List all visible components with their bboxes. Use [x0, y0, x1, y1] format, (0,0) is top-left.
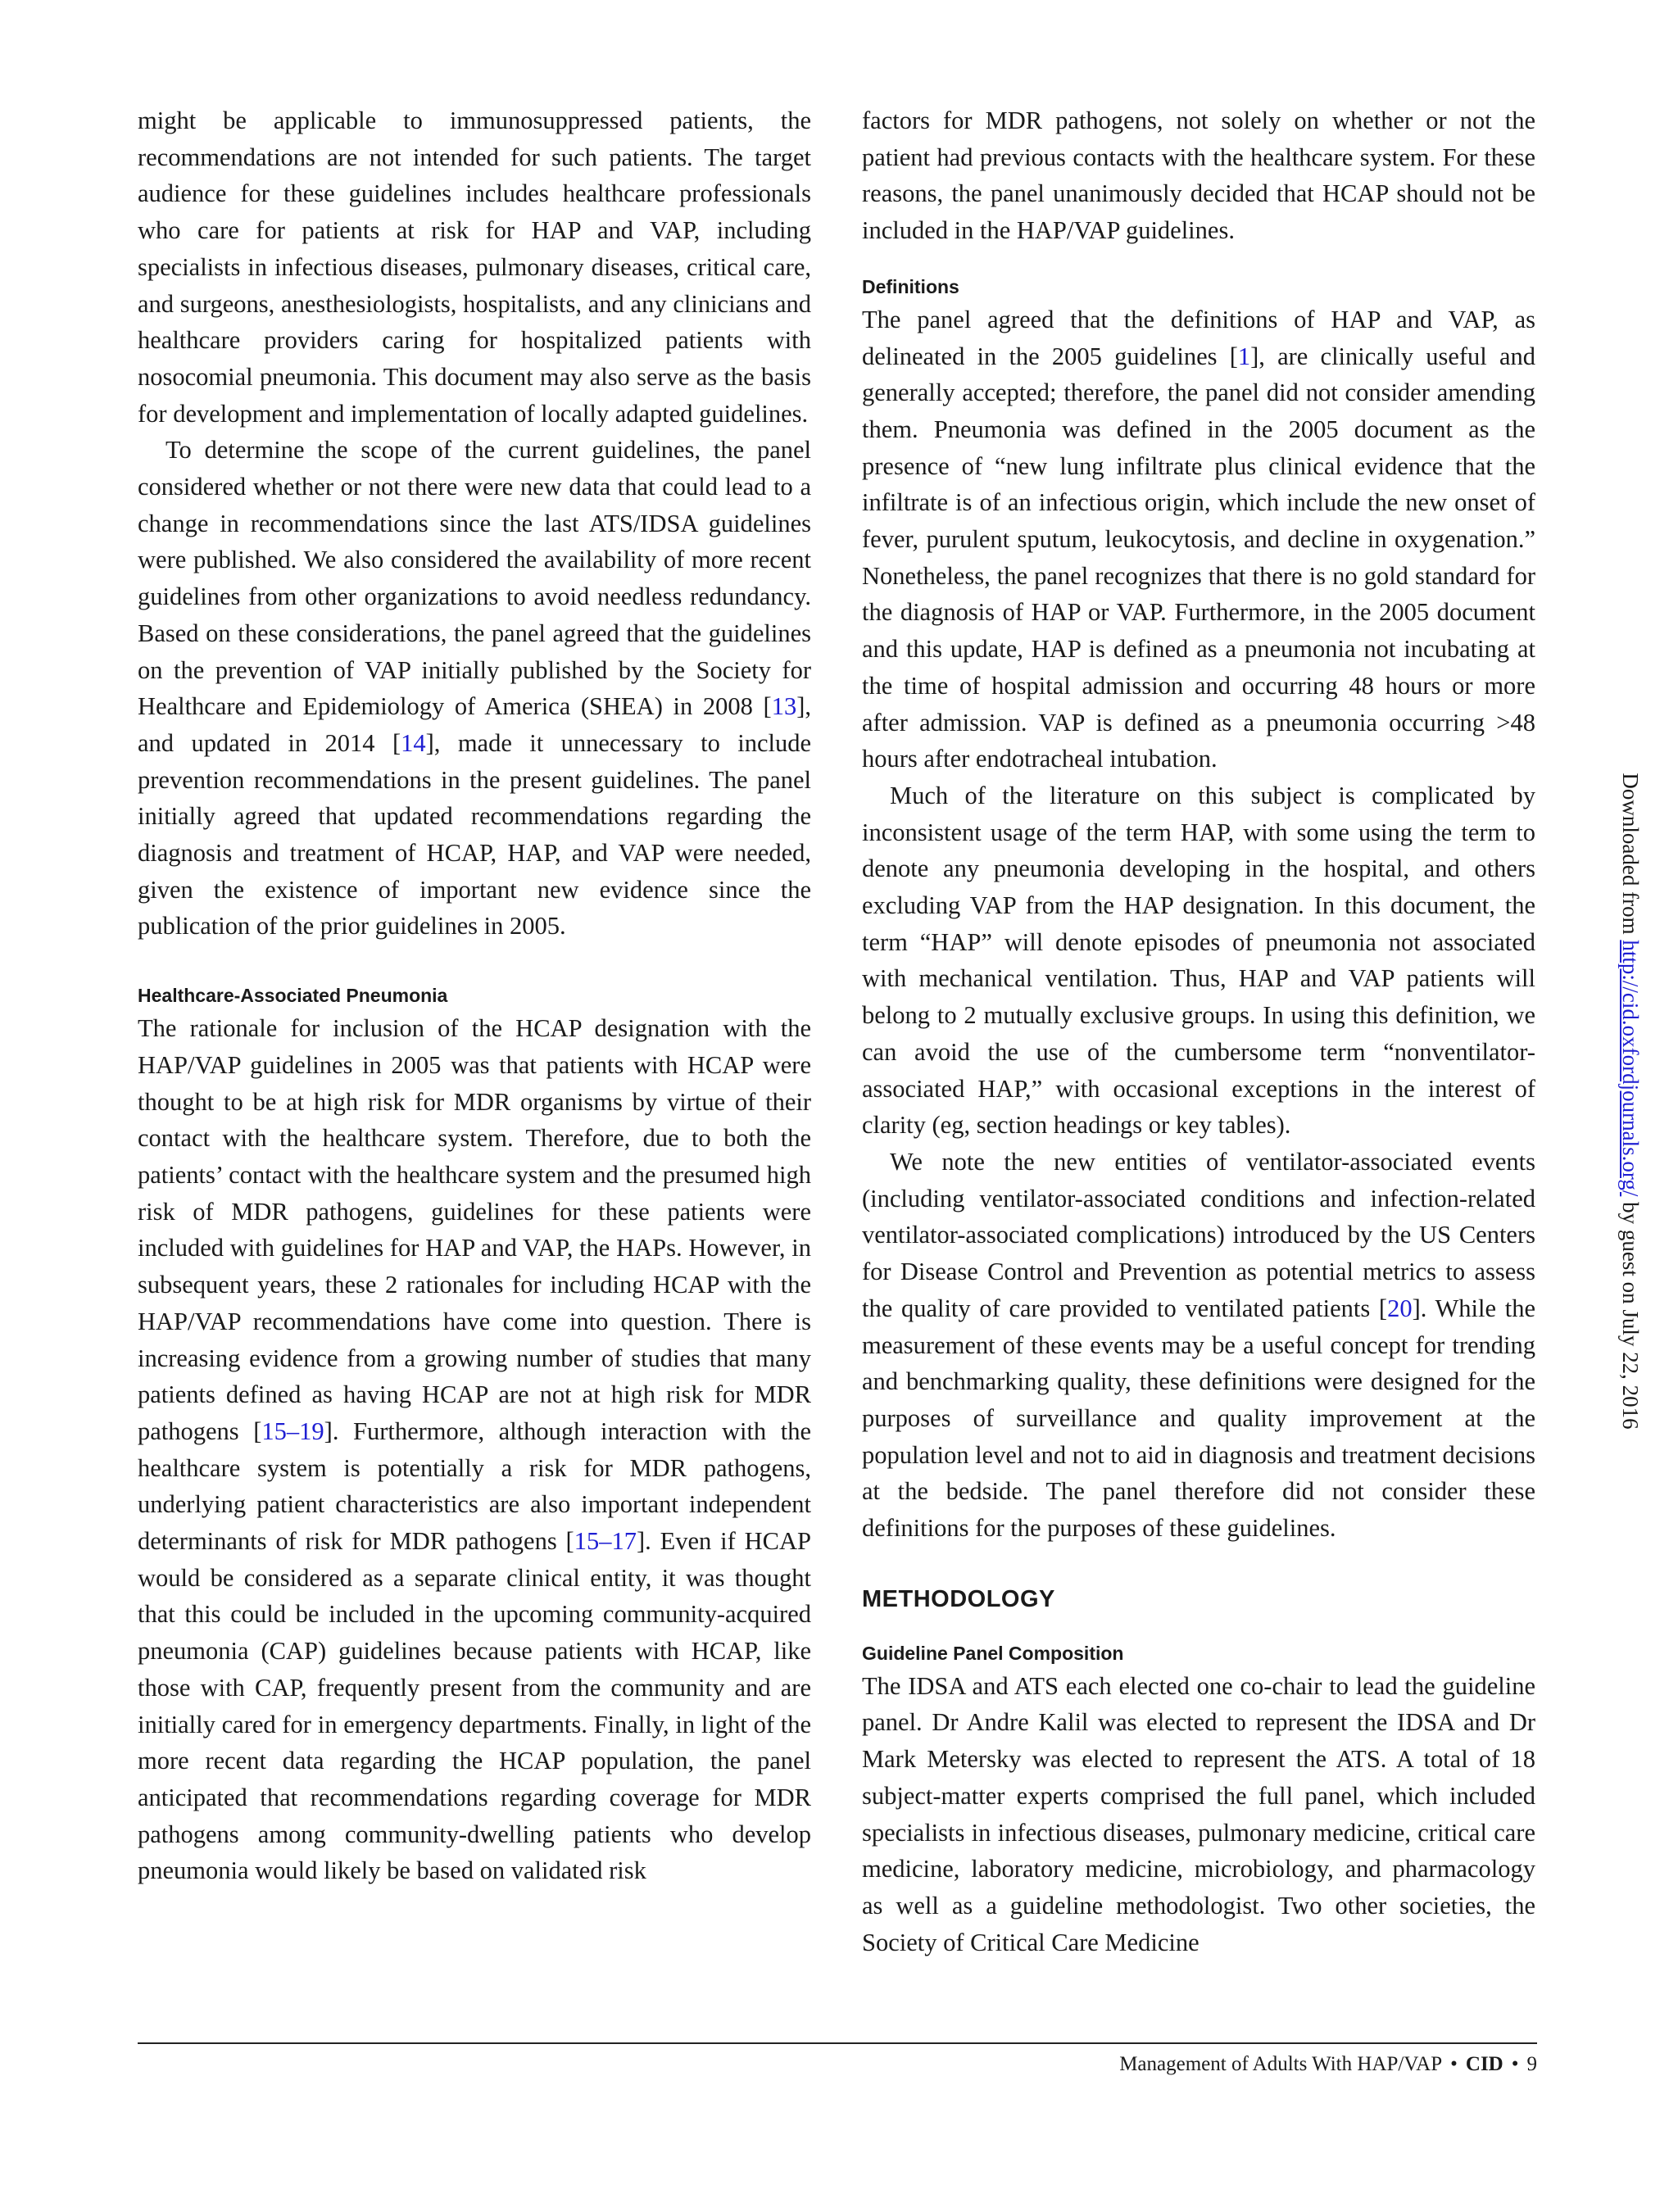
text-run: Downloaded from	[1618, 773, 1643, 941]
paragraph	[862, 1144, 1535, 1547]
paragraph: Much of the literature on this subject is complicated by inconsistent usage of the term HAP, with some using the term to denote any pneumonia developing in the hospital, and others excluding VAP from the HAP designation. In this document, the term “HAP” will denote episodes of pneumonia not associated with mechanical ventilation. Thus, HAP and VAP patients will belong to 2 mutually exclusive groups. In using this definition, we can avoid the use of the cumbersome term “nonventilator-associated HAP,” with occasional exceptions in the interest of clarity (eg, section headings or key tables).	[862, 781, 1535, 1140]
spacer	[862, 1547, 1535, 1583]
source-link[interactable]: http://cid.oxfordjournals.org/	[1618, 940, 1643, 1197]
citation-link[interactable]: 13	[771, 692, 797, 721]
page-number: 9	[1526, 2053, 1537, 2075]
text-run: by guest on July 22, 2016	[1618, 1196, 1643, 1430]
citation-link[interactable]: 20	[1387, 1294, 1413, 1322]
citation-link[interactable]: 14	[401, 728, 426, 757]
spacer	[862, 249, 1535, 272]
paragraph: factors for MDR pathogens, not solely on whether or not the patient had previous contacts with the healthcare system. For these reasons, the panel unanimously decided that HCAP should not be included in the HAP/VAP guidelines.	[862, 107, 1535, 245]
running-title: Management of Adults With HAP/VAP	[1119, 2053, 1443, 2075]
paragraph: might be applicable to immunosuppressed patients, the recommendations are not intended for such patients. The target audience for these guidelines includes healthcare professionals who care for patients at risk for HAP and VAP, including specialists in infectious diseases, pulmonary diseases, critical care, and surgeons, anesthesiologists, hospitalists, and any clinicians and healthcare providers caring for hospitalized patients with nosocomial pneumonia. This document may also serve as the basis for development and implementation of locally adapted guidelines.	[138, 107, 811, 428]
page-footer	[1119, 2051, 1537, 2078]
citation-link[interactable]: 15–17	[574, 1527, 637, 1556]
text-run: The rationale for inclusion of the HCAP designation with the HAP/VAP guidelines in 2005 was that patients with HCAP were thought to be at high risk for MDR organisms by virtue of their contact with the healthcare system. Therefore, due to both the patients’ contact with the healthcare system and the presumed high risk of MDR pathogens, guidelines for these patients were included with guidelines for HAP and VAP, the HAPs. However, in subsequent years, these 2 rationales for including HCAP with the HAP/VAP recommendations have come into question. There is increasing evidence from a growing number of studies that many patients defined as having HCAP are not at high risk for MDR pathogens [	[138, 1014, 811, 1445]
text-run: The panel agreed that the definitions of HAP and VAP, as delineated in the 2005 guidelines [	[862, 305, 1535, 370]
paragraph	[138, 432, 811, 945]
definitions-heading: Definitions	[862, 275, 959, 297]
citation-link[interactable]: 1	[1237, 342, 1251, 370]
spacer	[138, 945, 811, 981]
left-column	[138, 102, 811, 1889]
text-run: ]. Even if HCAP would be considered as a separate clinical entity, it was thought that this could be included in the upcoming community-acquired pneumonia (CAP) guidelines because patients with HCAP, like those with CAP, frequently present from the community and are initially cared for in emergency departments. Finally, in light of the more recent data regarding the HCAP population, the panel anticipated that recommendations regarding coverage for MDR pathogens among community-dwelling patients who develop pneumonia would likely be based on validated risk	[138, 1527, 811, 1885]
bullet: •	[1450, 2053, 1458, 2075]
text-run: ]. While the measurement of these events may be a useful concept for trending and benchmarking quality, these definitions were designed for the purposes of surveillance and quality improvement at the population level and not to aid in diagnosis and treatment decisions at the bedside. The panel therefore did not consider these definitions for the purposes of these guidelines.	[862, 1294, 1535, 1543]
paragraph: The IDSA and ATS each elected one co-chair to lead the guideline panel. Dr Andre Kalil was elected to represent the IDSA and Dr Mark Metersky was elected to represent the ATS. A total of 18 subject-matter experts comprised the full panel, which included specialists in infectious diseases, pulmonary medicine, critical care medicine, laboratory medicine, microbiology, and pharmacology as well as a guideline methodologist. Two other societies, the Society of Critical Care Medicine	[862, 1671, 1535, 1956]
text-run: We note the new entities of ventilator-associated events (including ventilator-associated conditions and infection-related ventilator-associated complications) introduced by the US Centers for Disease Control and Prevention as potential metrics to assess the quality of care provided to ventilated patients [	[862, 1147, 1535, 1322]
text-run: ], made it unnecessary to include prevention recommendations in the present guidelines. The panel initially agreed that updated recommendations regarding the diagnosis and treatment of HCAP, HAP, and VAP were needed, given the existence of important new evidence since the publication of the prior guidelines in 2005.	[138, 728, 812, 941]
paragraph	[862, 301, 1535, 777]
text-run: ]. Furthermore, although interaction with the healthcare system is potentially a risk for MDR pathogens, underlying patient characteristics are also important independent determinants of risk for MDR pathogens [	[138, 1416, 812, 1556]
right-column	[862, 102, 1535, 1960]
paragraph	[138, 1010, 811, 1889]
methodology-heading: METHODOLOGY	[862, 1585, 1055, 1612]
text-run: To determine the scope of the current guidelines, the panel considered whether or not there were new data that could lead to a change in recommendations since the last ATS/IDSA guidelines were published. We also considered the availability of more recent guidelines from other organizations to avoid needless redundancy. Based on these considerations, the panel agreed that the guidelines on the prevention of VAP initially published by the Society for Healthcare and Epidemiology of America (SHEA) in 2008 [	[138, 436, 811, 721]
text-run: ], are clinically useful and generally accepted; therefore, the panel did not consider amending them. Pneumonia was defined in the 2005 document as the presence of “new lung infiltrate plus clinical evidence that the infiltrate is of an infectious origin, which include the new onset of fever, purulent sputum, leukocytosis, and decline in oxygenation.” Nonetheless, the panel recognizes that there is no gold standard for the diagnosis of HAP or VAP. Furthermore, in the 2005 document and this update, HAP is defined as a pneumonia not incubating at the time of hospital admission and occurring 48 hours or more after admission. VAP is defined as a pneumonia occurring >48 hours after endotracheal intubation.	[862, 342, 1535, 773]
panel-composition-heading: Guideline Panel Composition	[862, 1642, 1124, 1664]
bullet: •	[1511, 2053, 1519, 2075]
spacer	[862, 1616, 1535, 1639]
citation-link[interactable]: 15–19	[261, 1416, 324, 1445]
download-notice-text	[1617, 773, 1644, 1429]
footer-rule	[138, 2042, 1537, 2044]
hcap-heading: Healthcare-Associated Pneumonia	[138, 985, 448, 1007]
journal-name: CID	[1465, 2053, 1503, 2075]
text-run: ], and updated in 2014 [	[138, 692, 811, 757]
